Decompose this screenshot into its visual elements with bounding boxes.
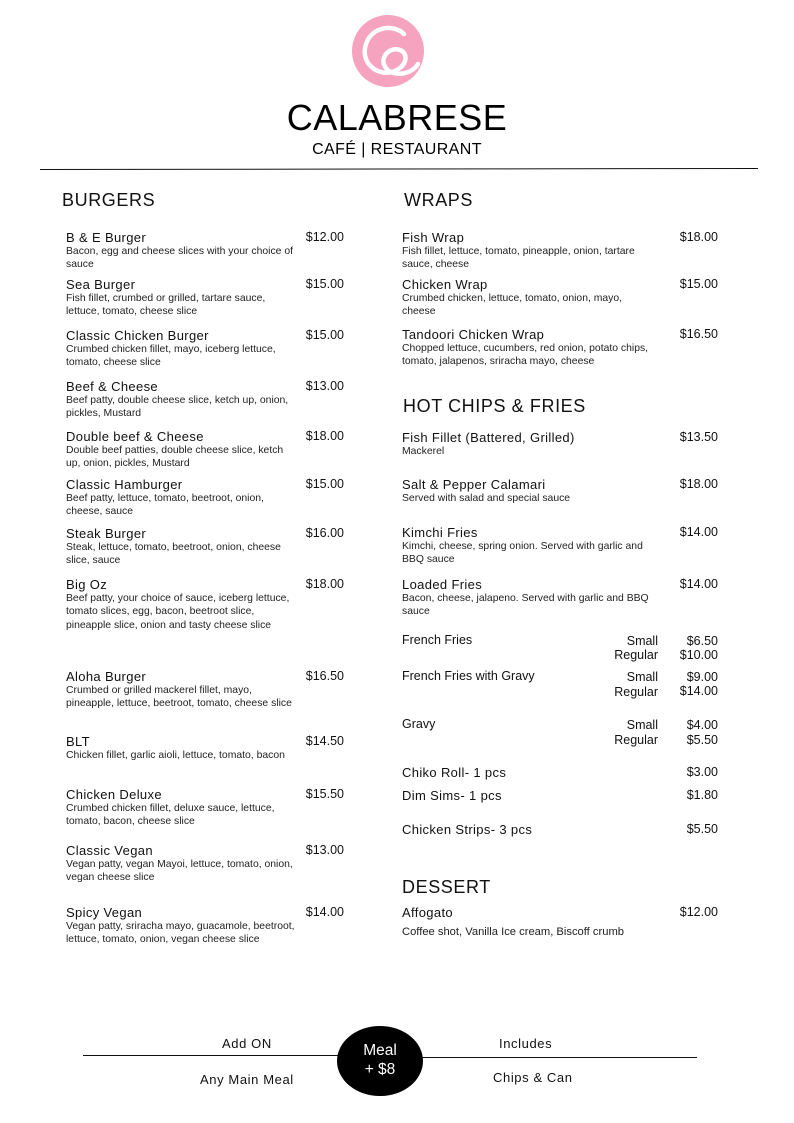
item-price: $18.00 [305,577,344,591]
item-price: $13.00 [305,843,344,857]
meal-badge-price: + $8 [364,1061,396,1078]
item-name: Affogato [402,905,453,920]
item-name: BLT [66,734,90,749]
item-description: Bacon, cheese, jalapeno. Served with garlic and BBQ sauce [402,593,649,618]
header-divider [40,168,758,170]
item-name: Double beef & Cheese [66,429,204,444]
item-description: Coffee shot, Vanilla Ice cream, Biscoff crumb [402,926,624,938]
item-price: $18.00 [679,477,718,491]
item-name: Chicken Strips- 3 pcs [402,822,533,837]
item-description: Crumbed chicken, lettuce, tomato, onion, mayo, cheese [402,293,623,318]
item-price: $15.50 [305,787,344,801]
item-description: Fish fillet, lettuce, tomato, pineapple, onion, tartare sauce, cheese [402,246,635,271]
item-description: Mackerel [402,446,445,457]
item-description: Fish fillet, crumbed or grilled, tartare sauce, lettuce, tomato, cheese slice [66,293,266,318]
item-price: $13.00 [305,379,344,393]
item-price: $14.00 [679,525,718,539]
item-price: $14.00 [679,577,718,591]
item-price: $15.00 [305,477,344,491]
item-price: $9.00 [686,670,718,684]
footer-divider-right [421,1057,697,1058]
item-price: $18.00 [679,230,718,244]
item-description: Served with salad and special sauce [402,493,571,504]
item-name: Chicken Wrap [402,277,488,292]
item-name: French Fries [402,633,473,647]
item-name: French Fries with Gravy [402,669,535,683]
item-price: $12.00 [305,230,344,244]
item-name: Spicy Vegan [66,905,143,920]
item-description: Vegan patty, vegan Mayoi, lettuce, tomato, onion, vegan cheese slice [66,859,293,884]
item-price: $10.00 [679,648,718,662]
chips-can-label: Chips & Can [493,1070,573,1085]
item-name: Aloha Burger [66,669,147,684]
item-name: Chiko Roll- 1 pcs [402,765,507,780]
item-price: $15.00 [305,277,344,291]
restaurant-subtitle: CAFÉ | RESTAURANT [312,141,482,158]
item-price: $5.50 [686,733,718,747]
item-price: $14.50 [305,734,344,748]
item-description: Crumbed chicken fillet, mayo, iceberg lettuce, tomato, cheese slice [66,344,276,369]
item-price: $16.50 [305,669,344,683]
item-name: Classic Chicken Burger [66,328,209,343]
item-price: $4.00 [686,718,718,732]
item-price: $1.80 [686,788,718,802]
item-description: Vegan patty, sriracha mayo, guacamole, beetroot, lettuce, tomato, onion, vegan cheese slice [66,921,295,946]
restaurant-name: CALABRESE [286,97,508,138]
item-description: Kimchi, cheese, spring onion. Served with garlic and BBQ sauce [402,541,643,566]
item-price: $15.00 [305,328,344,342]
item-name: Salt & Pepper Calamari [402,477,546,492]
item-price: $13.50 [679,430,718,444]
item-price: $14.00 [679,684,718,698]
item-name: Big Oz [66,577,108,592]
item-name: Fish Fillet (Battered, Grilled) [402,430,575,445]
item-name: Loaded Fries [402,577,483,592]
item-price: $5.50 [686,822,718,836]
size-label: Regular [614,648,658,662]
item-description: Double beef patties, double cheese slice, ketch up, onion, pickles, Mustard [66,445,284,470]
footer-divider-left [83,1055,339,1056]
item-name: Classic Vegan [66,843,153,858]
burgers-title: BURGERS [62,190,156,210]
item-price: $12.00 [679,905,718,919]
any-main-meal-label: Any Main Meal [200,1072,294,1087]
pink-circle-c-logo [342,14,434,88]
size-label: Small [626,670,658,684]
item-description: Chopped lettuce, cucumbers, red onion, potato chips, tomato, jalapenos, sriracha mayo, cheese [402,343,649,368]
size-label: Small [626,634,658,648]
item-description: Beef patty, lettuce, tomato, beetroot, onion, cheese, sauce [66,493,264,518]
item-description: Crumbed chicken fillet, deluxe sauce, lettuce, tomato, bacon, cheese slice [66,803,275,828]
size-label: Regular [614,733,658,747]
item-price: $6.50 [686,634,718,648]
meal-badge-line1: Meal [363,1042,397,1059]
item-description: Crumbed or grilled mackerel fillet, mayo, pineapple, lettuce, beetroot, tomato, cheese slice [66,685,292,710]
item-name: Dim Sims- 1 pcs [402,788,502,803]
item-description: Chicken fillet, garlic aioli, lettuce, tomato, bacon [66,750,285,761]
item-name: Classic Hamburger [66,477,183,492]
size-label: Regular [614,685,658,699]
item-description: Beef patty, your choice of sauce, iceberg lettuce, tomato slices, egg, bacon, beetroot slice, pineapple slice, onion and tasty cheese slice [66,593,290,631]
add-on-label: Add ON [222,1036,272,1051]
item-name: Beef & Cheese [66,379,158,394]
item-price: $14.00 [305,905,344,919]
item-name: Tandoori Chicken Wrap [402,327,545,342]
item-description: Steak, lettuce, tomato, beetroot, onion, cheese slice, sauce [66,542,281,567]
size-label: Small [626,718,658,732]
item-price: $16.50 [679,327,718,341]
meal-badge [337,1026,423,1096]
includes-label: Includes [499,1036,553,1051]
item-name: Fish Wrap [402,230,465,245]
item-name: Steak Burger [66,526,147,541]
wraps-title: WRAPS [404,190,474,210]
hot-chips-fries-title: HOT CHIPS & FRIES [403,396,586,416]
dessert-title: DESSERT [402,877,491,897]
item-price: $15.00 [679,277,718,291]
item-name: Chicken Deluxe [66,787,162,802]
item-price: $18.00 [305,429,344,443]
item-name: Sea Burger [66,277,136,292]
item-price: $16.00 [305,526,344,540]
item-name: Gravy [402,717,436,731]
item-description: Beef patty, double cheese slice, ketch up, onion, pickles, Mustard [66,395,289,420]
item-description: Bacon, egg and cheese slices with your choice of sauce [66,246,293,271]
item-name: B & E Burger [66,230,147,245]
item-name: Kimchi Fries [402,525,478,540]
item-price: $3.00 [686,765,718,779]
